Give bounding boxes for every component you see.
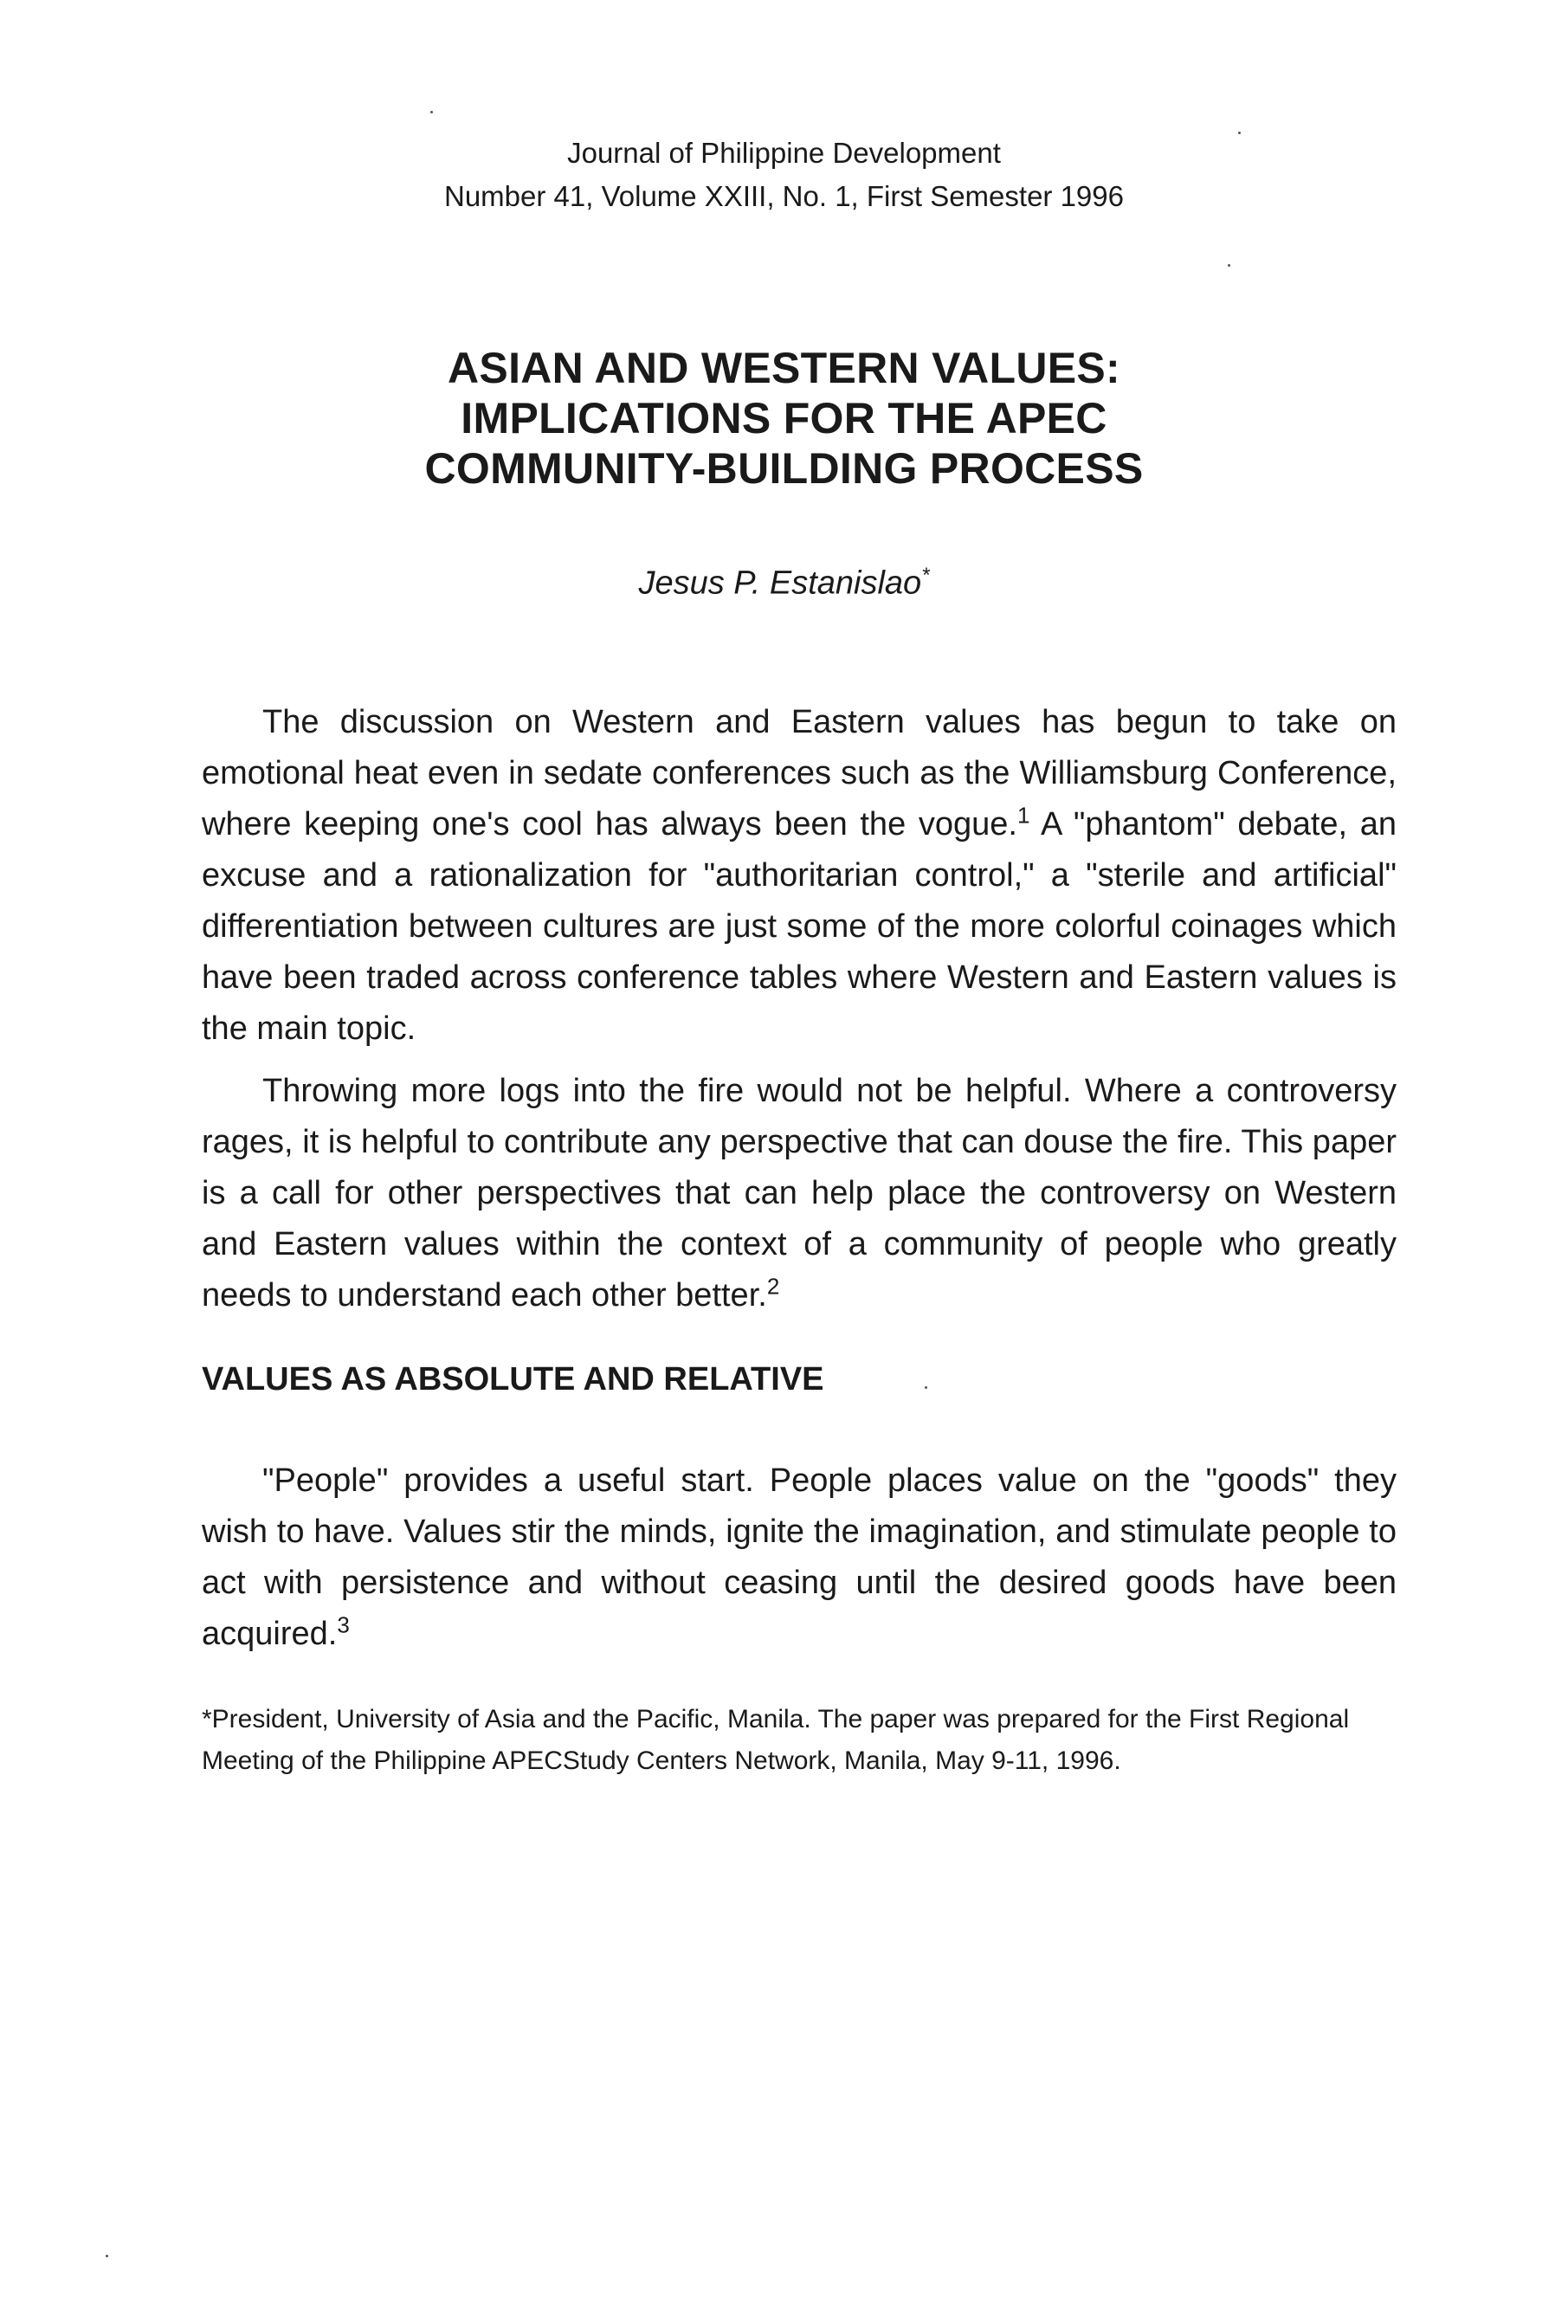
scan-speck [430,111,433,113]
scan-speck [1238,132,1241,134]
author-footnote-mark: * [921,564,930,587]
journal-name: Journal of Philippine Development [567,137,1001,169]
article-title [0,343,1568,494]
footnote-ref-2: 2 [766,1273,780,1300]
scan-speck [1228,264,1230,267]
paragraph-1 [202,697,1397,1055]
author-footnote: *President, University of Asia and the Pacific, Manila. The paper was prepared for the First Regional Meeting of the Philippine APECStudy Centers Network, Manila, May 9-11, 1996. [202,1705,1350,1775]
paragraph-1-text-cont: A "phantom" debate, an excuse and a rationalization for "authoritarian control," a "sterile and artificial" differentiation between cultures are just some of the more colorful coinages which have been traded across conference tables where Western and Eastern values is the main topic. [202,806,1397,1047]
author-byline [0,554,1568,605]
section-heading: VALUES AS ABSOLUTE AND RELATIVE [202,1361,824,1398]
scan-speck [106,2255,108,2257]
title-line-2: IMPLICATIONS FOR THE APEC [461,394,1107,442]
scan-speck [925,1386,927,1389]
footnote-ref-3: 3 [337,1611,350,1638]
journal-issue: Number 41, Volume XXIII, No. 1, First Semester 1996 [443,180,1124,212]
paragraph-3-text: "People" provides a useful start. People places value on the "goods" they wish to have. Values stir the minds, ignite the imagination, and stimulate people to act with persistence and without ceasing until the desired goods have been acquired. [202,1462,1397,1652]
paragraph-2-text: Throwing more logs into the fire would not be helpful. Where a controversy rages, it is helpful to contribute any perspective that can douse the fire. This paper is a call for other perspectives that can help place the controversy on Western and Eastern values within the context of a community of people who greatly needs to understand each other better. [202,1073,1397,1314]
paragraph-1-text: The discussion on Western and Eastern values has begun to take on emotional heat even in sedate conferences such as the Williamsburg Conference, where keeping one's cool has always been the vogue. [202,704,1397,842]
author-name: Jesus P. Estanislao [638,565,922,602]
title-line-3: COMMUNITY-BUILDING PROCESS [424,444,1144,493]
footnote-ref-1: 1 [1016,802,1030,829]
paragraph-2 [202,1066,1397,1321]
journal-header [0,132,1568,218]
paragraph-3 [202,1456,1397,1660]
title-line-1: ASIAN AND WESTERN VALUES: [448,344,1120,392]
